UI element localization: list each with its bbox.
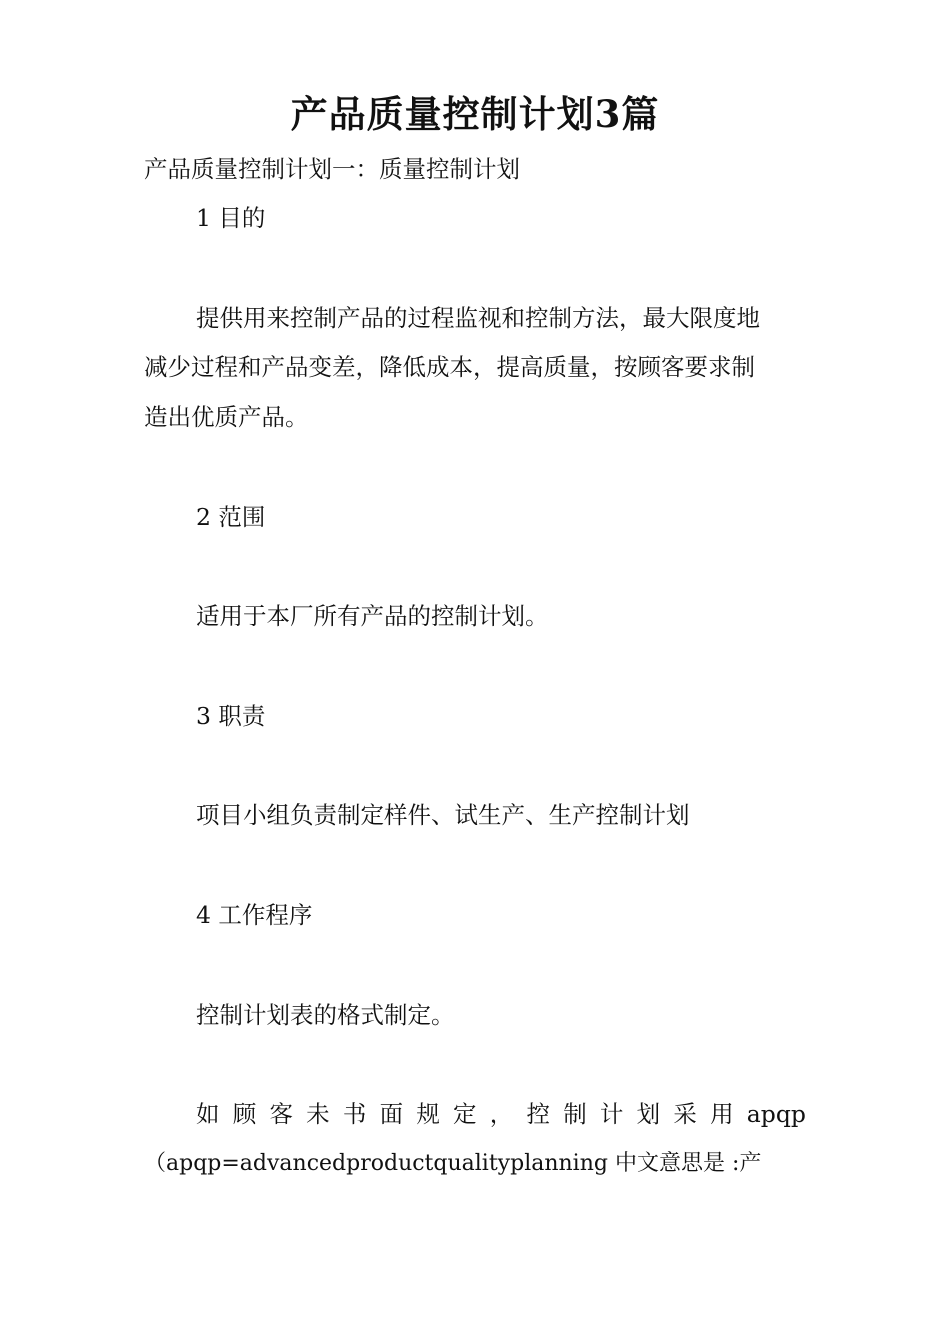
char: 未: [306, 1100, 330, 1128]
char: 划: [636, 1100, 661, 1128]
section-subtitle: 产品质量控制计划一：质量控制计划: [144, 155, 520, 183]
heading-purpose: 1 目的: [196, 204, 266, 232]
paragraph-procedure: 控制计划表的格式制定。: [196, 1001, 455, 1029]
paragraph-purpose-line-1: 提供用来控制产品的过程监视和控制方法，最大限度地: [196, 304, 760, 332]
char: 客: [269, 1100, 293, 1128]
char: 如: [196, 1100, 220, 1128]
char: ，: [489, 1100, 514, 1128]
char: 控: [526, 1100, 550, 1128]
char: apqp: [746, 1100, 806, 1128]
char: 规: [416, 1100, 440, 1128]
heading-responsibility: 3 职责: [196, 702, 266, 730]
char: 面: [379, 1100, 404, 1128]
paragraph-purpose-line-2: 减少过程和产品变差，降低成本，提高质量，按顾客要求制: [144, 353, 755, 381]
char: 采: [673, 1100, 697, 1128]
char: 定: [453, 1100, 477, 1128]
heading-procedure: 4 工作程序: [196, 901, 313, 929]
char: 制: [563, 1100, 587, 1128]
char: 书: [342, 1100, 367, 1128]
paragraph-responsibility: 项目小组负责制定样件、试生产、生产控制计划: [196, 801, 690, 829]
paragraph-apqp-line-2: （apqp=advancedproductqualityplanning 中文意思是 :产: [144, 1151, 762, 1176]
char: 用: [710, 1100, 734, 1128]
char: 顾: [232, 1100, 257, 1128]
paragraph-scope: 适用于本厂所有产品的控制计划。: [196, 602, 549, 630]
heading-scope: 2 范围: [196, 503, 266, 531]
char: 计: [599, 1100, 624, 1128]
paragraph-purpose-line-3: 造出优质产品。: [144, 403, 309, 431]
paragraph-apqp-line-1: [196, 1098, 806, 1130]
document-title: 产品质量控制计划3篇: [290, 92, 660, 136]
